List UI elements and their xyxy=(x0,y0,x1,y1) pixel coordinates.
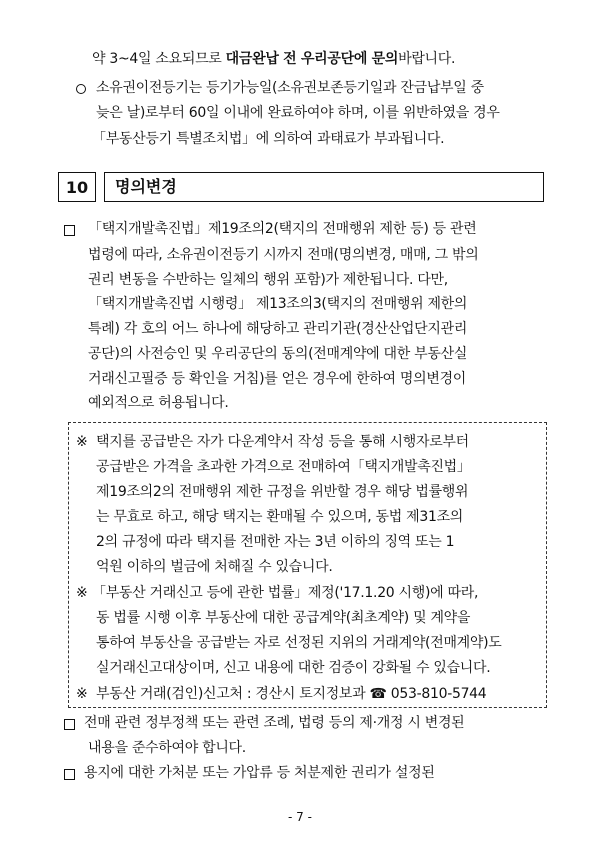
note2-line-2: 동 법률 시행 이후 부동산에 대한 공급계약(최초계약) 및 계약을 xyxy=(96,610,471,626)
item1-line-8: 예외적으로 허용됩니다. xyxy=(88,395,229,411)
text-bold: 대금완납 전 우리공단에 문의 xyxy=(225,51,399,67)
text-end: 바랍니다. xyxy=(398,51,456,67)
circle-bullet-icon xyxy=(76,84,86,94)
item1-line-3: 권리 변동을 수반하는 일체의 행위 포함)가 제한됩니다. 다만, xyxy=(88,272,448,288)
bullet-line-3: 「부동산등기 특별조치법」에 의하여 과태료가 부과됩니다. xyxy=(92,131,445,147)
continuation-line xyxy=(92,50,455,68)
note1-line-2: 공급받은 가격을 초과한 가격으로 전매하여「택지개발촉진법」 xyxy=(96,459,471,475)
item2-line-2: 내용을 준수하여야 합니다. xyxy=(88,740,246,756)
note1-line-4: 는 무효로 하고, 해당 택지는 환매될 수 있으며, 동법 제31조의 xyxy=(96,509,464,525)
bullet-line-2: 늦은 날)로부터 60일 이내에 완료하여야 하며, 이를 위반하였을 경우 xyxy=(96,105,500,121)
note2-line-1: 「부동산 거래신고 등에 관한 법률」제정('17.1.20 시행)에 따라, xyxy=(92,585,479,601)
checkbox-icon xyxy=(64,769,75,780)
note1-line-1: 택지를 공급받은 자가 다운계약서 작성 등을 통해 시행자로부터 xyxy=(96,434,469,450)
item1-line-4: 「택지개발촉진법 시행령」 제13조의3(택지의 전매행위 제한의 xyxy=(88,296,468,312)
note2-line-4: 실거래신고대상이며, 신고 내용에 대한 검증이 강화될 수 있습니다. xyxy=(96,660,491,676)
item1-line-2: 법령에 따라, 소유권이전등기 시까지 전매(명의변경, 매매, 그 밖의 xyxy=(88,247,479,263)
section-title: 명의변경 xyxy=(104,172,544,202)
note-mark-icon: ※ xyxy=(76,585,88,601)
note3-line: 부동산 거래(검인)신고처 : 경산시 토지정보과 ☎ 053-810-5744 xyxy=(96,686,487,702)
item3-line-1: 용지에 대한 가처분 또는 가압류 등 처분제한 권리가 설정된 xyxy=(84,765,435,781)
note-mark-icon: ※ xyxy=(76,686,88,702)
item1-line-6: 공단)의 사전승인 및 우리공단의 동의(전매계약에 대한 부동산실 xyxy=(88,346,468,362)
note-mark-icon: ※ xyxy=(76,434,88,450)
checkbox-icon xyxy=(64,719,75,730)
note2-line-3: 통하여 부동산을 공급받는 자로 선정된 지위의 거래계약(전매계약)도 xyxy=(96,635,502,651)
note1-line-5: 2의 규정에 따라 택지를 전매한 자는 3년 이하의 징역 또는 1 xyxy=(96,534,455,550)
item1-line-7: 거래신고필증 등 확인을 거침)를 얻은 경우에 한하여 명의변경이 xyxy=(88,371,467,387)
text-plain: 약 3~4일 소요되므로 xyxy=(92,51,226,67)
note1-line-6: 억원 이하의 벌금에 처해질 수 있습니다. xyxy=(96,559,333,575)
item2-line-1: 전매 관련 정부정책 또는 관련 조례, 법령 등의 제·개정 시 변경된 xyxy=(84,715,465,731)
item1-line-5: 특례) 각 호의 어느 하나에 해당하고 관리기관(경산산업단지관리 xyxy=(88,321,468,337)
bullet-line-1: 소유권이전등기는 등기가능일(소유권보존등기일과 잔금납부일 중 xyxy=(96,80,484,96)
note1-line-3: 제19조의2의 전매행위 제한 규정을 위반할 경우 해당 법률행위 xyxy=(96,484,469,500)
section-number: 10 xyxy=(58,172,96,202)
item1-line-1: 「택지개발촉진법」제19조의2(택지의 전매행위 제한 등) 등 관련 xyxy=(88,221,477,237)
page-number: - 7 - xyxy=(288,810,312,824)
checkbox-icon xyxy=(64,225,75,236)
